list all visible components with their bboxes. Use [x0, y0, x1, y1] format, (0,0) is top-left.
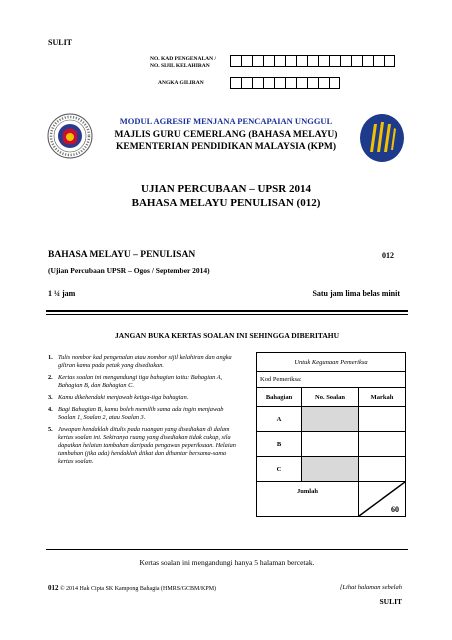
examiner-table-heading: Untuk Kegunaan Pemeriksa	[257, 353, 406, 372]
instruction-item: 5. Jawapan hendaklah ditulis pada ruangan yang disediakan di dalam kertas soalan ini. Sekiranya ruang yang disediakan tidak cukup, sila dapatkan helaian tambahan daripada pengawas peperiksaan. Helaian tambahan (jika ada) hendaklah diikat dan dihantar bersama-sama kertas soalan.	[48, 426, 236, 465]
kad-pengenalan-label: NO. KAD PENGENALAN / NO. SIJIL KELAHIRAN	[150, 56, 217, 69]
exam-subtitle: BAHASA MELAYU PENULISAN (012)	[131, 197, 321, 209]
section-a: A	[257, 407, 302, 432]
table-row	[257, 407, 406, 432]
instruction-item: 3. Kamu dikehendaki menjawab ketiga-tiga bahagian.	[48, 394, 189, 401]
kpm-logo	[358, 112, 406, 164]
section-b: B	[257, 432, 302, 457]
table-row	[257, 482, 406, 517]
instruction-item: 4. Bagi Bahagian B, kamu boleh memilih sama ada ingin menjawab Soalan 1, Soalan 2, atau Soalan 3.	[48, 406, 224, 421]
instruction-item: 2. Kertas soalan ini mengandungi tiga bahagian iaitu: Bahagian A, Bahagian B, dan Bahagian C.	[48, 374, 223, 389]
footer-code: 012	[48, 584, 59, 592]
col-bahagian: Bahagian	[257, 388, 302, 407]
total-marks: 60	[391, 505, 399, 514]
no-soalan-cell	[302, 457, 359, 482]
markah-cell-a[interactable]	[359, 407, 406, 432]
sulit-header: SULIT	[48, 38, 73, 47]
markah-cell-c[interactable]	[359, 457, 406, 482]
next-page-note: [Lihat halaman sebelah	[339, 584, 402, 591]
examiner-code-field[interactable]: Kod Pemeriksa:	[257, 372, 406, 388]
divider-bottom	[46, 549, 408, 550]
examiner-table	[256, 352, 406, 517]
no-soalan-cell-b[interactable]	[302, 432, 359, 457]
no-soalan-cell	[302, 407, 359, 432]
instruction-item: 1. Tulis nombor kad pengenalan atau nombor sijil kelahiran dan angka giliran kamu pada petak yang disediakan.	[48, 354, 232, 369]
col-markah: Markah	[359, 388, 406, 407]
instructions-list	[48, 354, 242, 470]
subject-code: 012	[382, 251, 394, 260]
exam-duration-words: Satu jam lima belas minit	[312, 289, 400, 298]
pages-note: Kertas soalan ini mengandungi hanya 5 halaman bercetak.	[139, 558, 315, 567]
exam-duration: 1 ¼ jam	[48, 289, 76, 298]
kad-pengenalan-boxes[interactable]	[230, 55, 395, 67]
org-line-2: KEMENTERIAN PENDIDIKAN MALAYSIA (KPM)	[115, 142, 336, 152]
total-cell[interactable]	[359, 482, 406, 517]
table-row	[257, 432, 406, 457]
divider-thick	[46, 310, 408, 312]
table-row	[257, 457, 406, 482]
total-label: Jumlah	[257, 482, 359, 517]
exam-session: (Ujian Percubaan UPSR – Ogos / September 2014)	[48, 266, 210, 275]
footer-copyright: 012 © 2014 Hak Cipta SK Kampong Bahagia (HMRS/GCBM/KPM)	[48, 584, 217, 592]
sulit-footer: SULIT	[379, 597, 402, 606]
markah-cell-b[interactable]	[359, 432, 406, 457]
warning-text: JANGAN BUKA KERTAS SOALAN INI SEHINGGA DIBERITAHU	[114, 331, 340, 340]
subject-name: BAHASA MELAYU – PENULISAN	[48, 250, 196, 260]
divider-thin	[46, 314, 408, 315]
section-c: C	[257, 457, 302, 482]
mgc-seal-logo	[46, 112, 94, 160]
exam-title: UJIAN PERCUBAAN – UPSR 2014	[141, 183, 311, 195]
col-no-soalan: No. Soalan	[302, 388, 359, 407]
angka-giliran-label: ANGKA GILIRAN	[158, 80, 204, 86]
org-line-1: MAJLIS GURU CEMERLANG (BAHASA MELAYU)	[114, 130, 338, 140]
angka-giliran-boxes[interactable]	[230, 77, 340, 89]
modul-title: MODUL AGRESIF MENJANA PENCAPAIAN UNGGUL	[119, 116, 333, 126]
